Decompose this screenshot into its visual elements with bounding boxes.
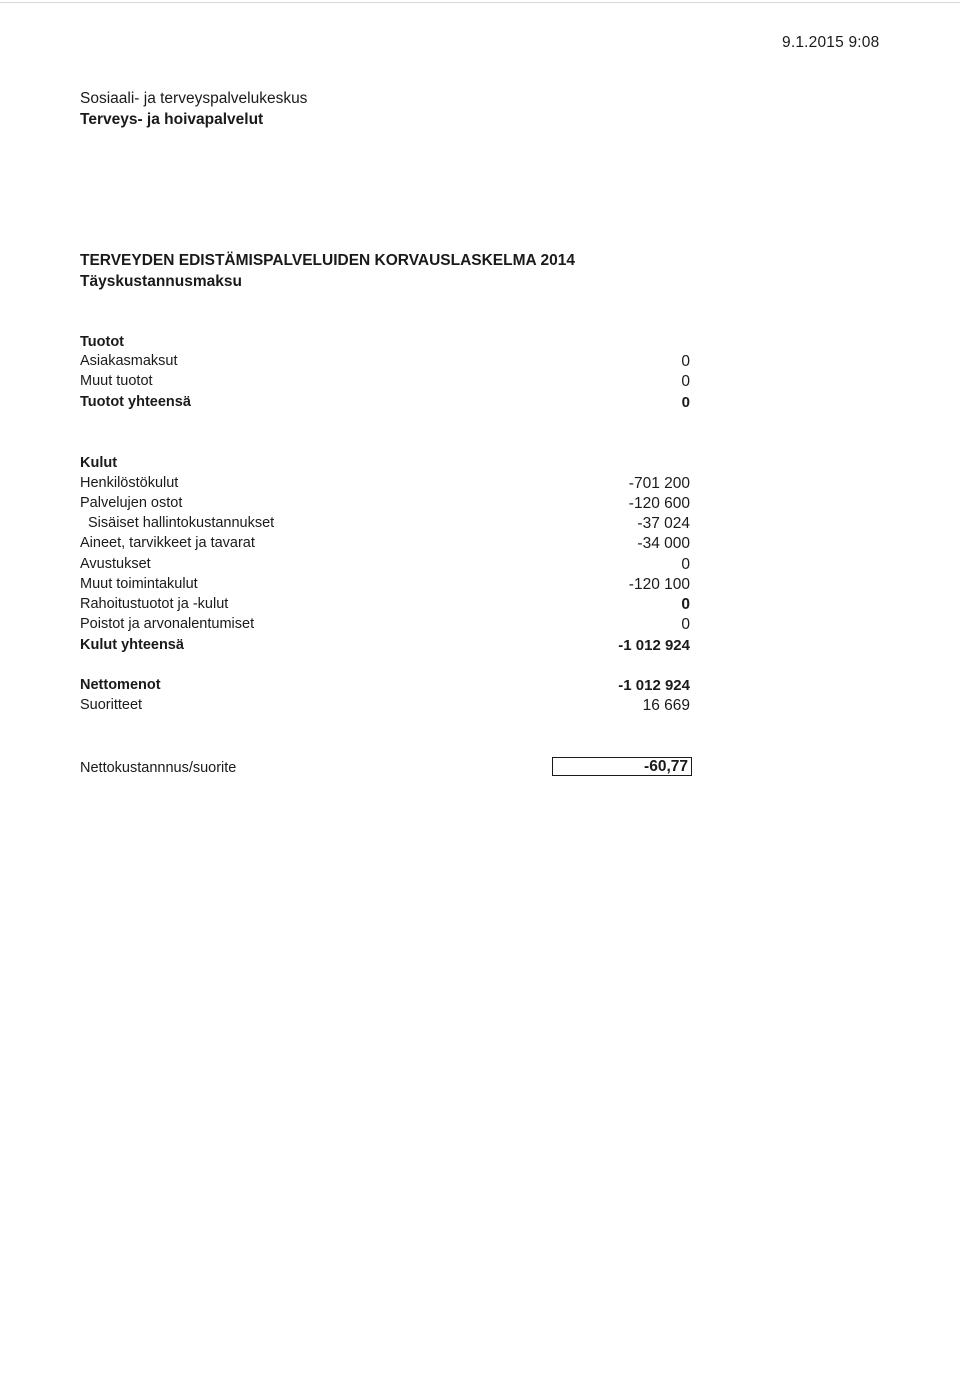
expenses-total-row <box>80 637 692 657</box>
expenses-heading: Kulut <box>80 455 118 471</box>
outputs-value: 16 669 <box>642 697 690 714</box>
expense-row-value: -37 024 <box>637 515 690 532</box>
expense-row <box>80 495 692 515</box>
income-heading: Tuotot <box>80 334 125 350</box>
income-total-label: Tuotot yhteensä <box>80 394 191 410</box>
expense-row-label: Aineet, tarvikkeet ja tavarat <box>80 535 255 551</box>
income-total-value: 0 <box>681 394 690 411</box>
expense-row <box>80 596 692 616</box>
income-row-value: 0 <box>681 353 690 370</box>
net-expenses-value: -1 012 924 <box>618 677 690 694</box>
expense-row-value: -701 200 <box>628 475 690 492</box>
income-total-row <box>80 394 692 414</box>
expense-row-label: Palvelujen ostot <box>80 495 183 511</box>
expense-row-value: -120 600 <box>628 495 690 512</box>
net-expenses-row <box>80 677 692 697</box>
net-expenses-label: Nettomenot <box>80 677 161 693</box>
expense-row-value: 0 <box>681 556 690 573</box>
expense-row <box>80 515 692 535</box>
expense-row-label: Muut toimintakulut <box>80 576 198 592</box>
expense-row <box>80 576 692 596</box>
expense-row <box>80 616 692 636</box>
expense-row-label: Rahoitustuotot ja -kulut <box>80 596 229 612</box>
expense-row <box>80 475 692 495</box>
net-cost-per-output-value: -60,77 <box>644 758 688 775</box>
expense-row-label: Avustukset <box>80 556 151 572</box>
expense-row-label: Poistot ja arvonalentumiset <box>80 616 255 632</box>
print-timestamp: 9.1.2015 9:08 <box>782 34 880 51</box>
department-name: Terveys- ja hoivapalvelut <box>80 111 264 128</box>
income-row <box>80 373 692 393</box>
net-cost-per-output-box <box>552 757 692 776</box>
expense-row-value: -34 000 <box>637 535 690 552</box>
top-rule <box>0 2 960 3</box>
income-row <box>80 353 692 373</box>
expenses-total-value: -1 012 924 <box>618 637 690 654</box>
expense-row <box>80 556 692 576</box>
expense-row-value: 0 <box>681 596 690 613</box>
expenses-total-label: Kulut yhteensä <box>80 637 184 653</box>
expense-row <box>80 535 692 555</box>
report-subtitle: Täyskustannusmaksu <box>80 273 242 290</box>
organization-name: Sosiaali- ja terveyspalvelukeskus <box>80 90 308 107</box>
expense-row-label: Henkilöstökulut <box>80 475 179 491</box>
outputs-label: Suoritteet <box>80 697 143 713</box>
expense-row-value: -120 100 <box>628 576 690 593</box>
expense-row-label: Sisäiset hallintokustannukset <box>88 515 275 531</box>
income-row-label: Asiakasmaksut <box>80 353 178 369</box>
net-cost-per-output-label: Nettokustannnus/suorite <box>80 760 237 776</box>
report-title: TERVEYDEN EDISTÄMISPALVELUIDEN KORVAUSLASKELMA 2014 <box>80 252 575 269</box>
income-row-value: 0 <box>681 373 690 390</box>
expense-row-value: 0 <box>681 616 690 633</box>
outputs-row <box>80 697 692 717</box>
income-row-label: Muut tuotot <box>80 373 153 389</box>
